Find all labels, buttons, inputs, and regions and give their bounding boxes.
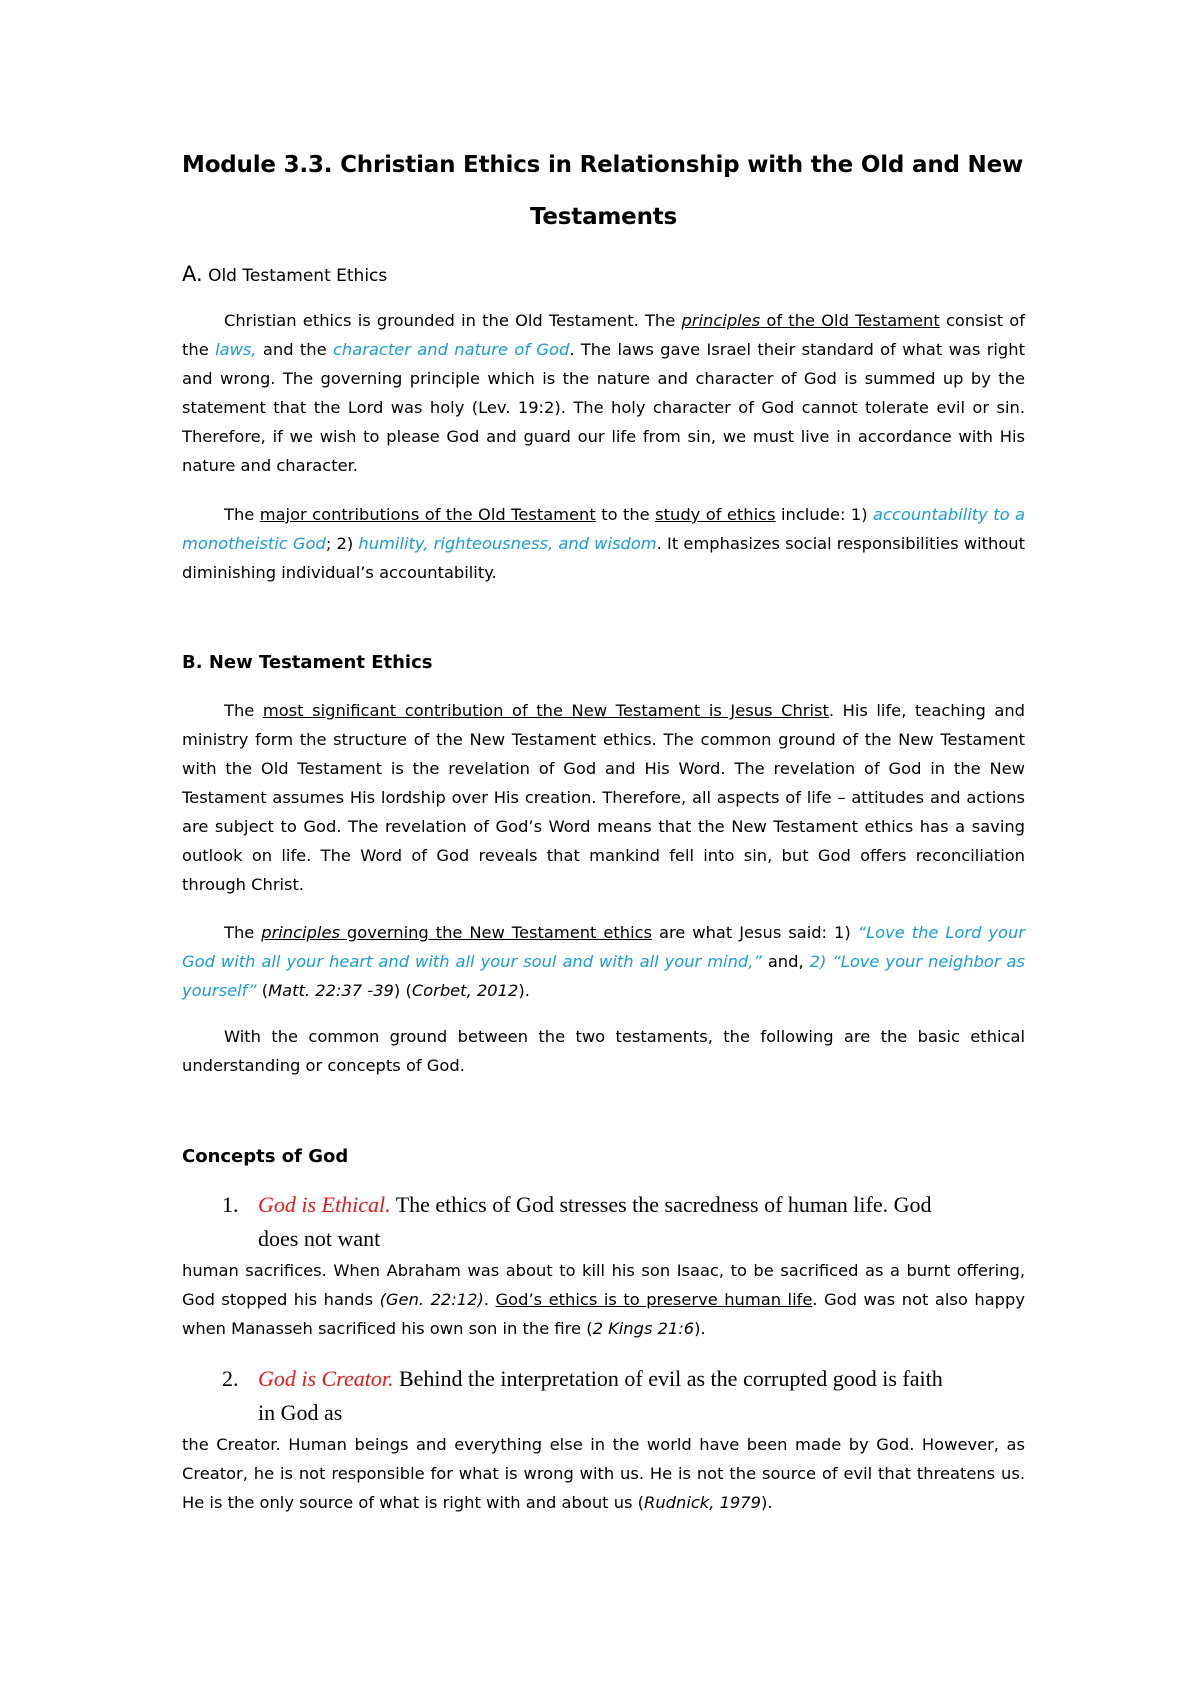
section-b-heading: B. New Testament Ethics: [182, 652, 433, 673]
section-a-heading: [182, 262, 387, 286]
list-number: 2.: [222, 1366, 239, 1391]
section-a-title: Old Testament Ethics: [208, 266, 388, 286]
concept-item-2: 2. God is Creator. Behind the interpretation of evil as the corrupted good is faith in God as: [222, 1362, 1022, 1430]
new-testament-paragraph-3: With the common ground between the two testaments, the following are the basic ethical understanding or concepts of God.: [182, 1027, 1025, 1075]
old-testament-paragraph-2: The major contributions of the Old Testament to the study of ethics include: 1) accountability to a monotheistic God; 2) humility, righteousness, and wisdom. It emphasizes social responsibilities without diminishing individual’s accountability.: [182, 505, 1026, 582]
concept-2-paragraph: the Creator. Human beings and everything else in the world have been made by God. However, as Creator, he is not responsible for what is wrong with us. He is not the source of evil that threatens us. He is the only source of what is right with and about us (Rudnick, 1979).: [182, 1435, 1025, 1512]
section-a-letter: A.: [182, 262, 203, 286]
new-testament-paragraph-1: The most significant contribution of the New Testament is Jesus Christ. His life, teaching and ministry form the structure of the New Testament ethics. The common ground of the New Testament with the Old Testament is the revelation of God and His Word. The revelation of God in the New Testament assumes His lordship over His creation. Therefore, all aspects of life – attitudes and actions are subject to God. The revelation of God’s Word means that the New Testament ethics has a saving outlook on life. The Word of God reveals that mankind fell into sin, but God offers reconciliation through Christ.: [182, 701, 1025, 894]
new-testament-paragraph-2: The principles governing the New Testament ethics are what Jesus said: 1) “Love the Lord your God with all your heart and with all your soul and with all your mind,” and, 2) “Love your neighbor as yourself” (Matt. 22:37 -39) (Corbet, 2012).: [182, 923, 1025, 1000]
page-title-line1: Module 3.3. Christian Ethics in Relationship with the Old and New: [182, 152, 1024, 178]
list-number: 1.: [222, 1192, 239, 1217]
old-testament-paragraph-1: Christian ethics is grounded in the Old Testament. The principles of the Old Testament consist of the laws, and the character and nature of God. The laws gave Israel their standard of what was right and wrong. The governing principle which is the nature and character of God is summed up by the statement that the Lord was holy (Lev. 19:2). The holy character of God cannot tolerate evil or sin. Therefore, if we wish to please God and guard our life from sin, we must live in accordance with His nature and character.: [182, 311, 1025, 475]
concept-title: God is Ethical.: [258, 1192, 391, 1217]
concept-item-1: 1. God is Ethical. The ethics of God stresses the sacredness of human life. God does not want: [222, 1188, 1022, 1256]
concept-title: God is Creator.: [258, 1366, 394, 1391]
concept-1-paragraph: human sacrifices. When Abraham was about to kill his son Isaac, to be sacrificed as a burnt offering, God stopped his hands (Gen. 22:12). God’s ethics is to preserve human life. God was not also happy when Manasseh sacrificed his own son in the fire (2 Kings 21:6).: [182, 1261, 1025, 1338]
concepts-heading: Concepts of God: [182, 1146, 349, 1167]
page-title-line2: Testaments: [529, 204, 678, 230]
